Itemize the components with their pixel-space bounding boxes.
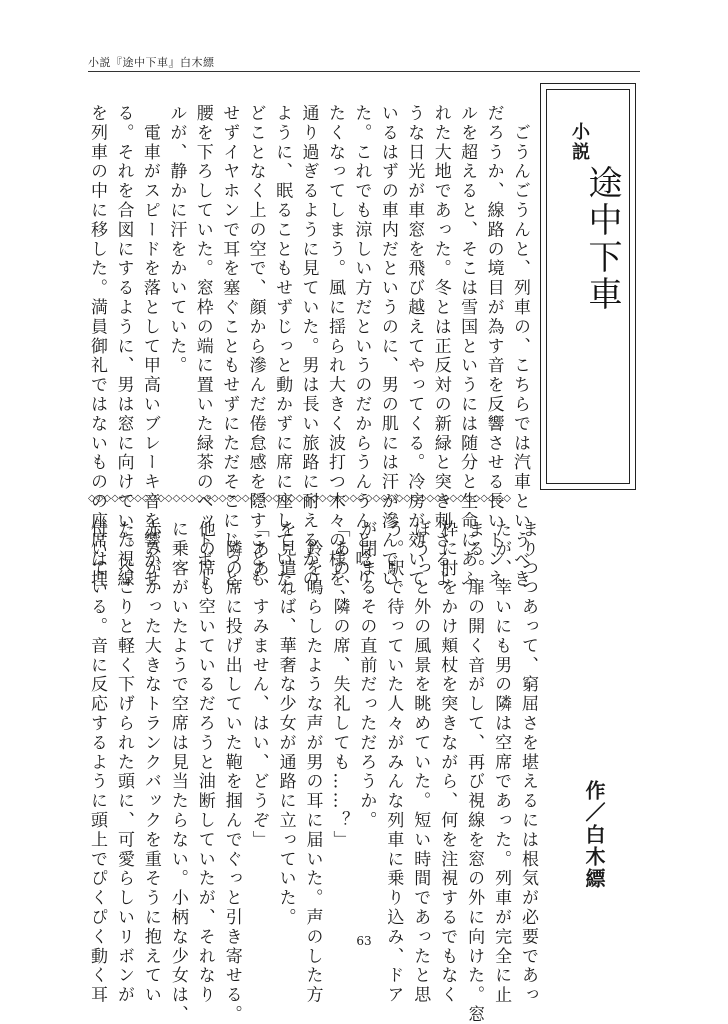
- text-column: 電車がスピードを落として甲高いブレーキ音を響かせ: [139, 104, 160, 589]
- text-column: だろうか、線路の境目が為す音を反響させる長いトンネ: [483, 104, 504, 589]
- text-column: 枠に肘をかけ頬杖を突きながら、何を注視するでもなく: [437, 520, 458, 1005]
- header-rule: [88, 71, 640, 72]
- text-column: 腰を下ろしていた。窓枠の端に置いた緑茶のペットボト: [192, 104, 213, 589]
- section-divider: ◇◇◇◇◇◇◇◇◇◇◇◇◇◇◇◇◇◇◇◇◇◇◇◇◇◇◇◇◇◇◇◇◇◇◇◇◇◇◇◇◇◇◇◇◇◇◇◇◇◇◇◇◇◇◇: [88, 494, 511, 504]
- text-column: が閉まるその直前だっただろうか。: [356, 520, 377, 831]
- text-column: 他の席も空いているだろうと油断していたが、それなり: [194, 520, 215, 1005]
- text-column: 「ああ、すみません、はい、どうぞ」: [248, 520, 269, 850]
- text-column: を見遣れば、華奢な少女が通路に立っていた。: [275, 520, 296, 928]
- text-column: たが、幸いにも男の隣は空席であった。列車が完全に止: [491, 520, 512, 1005]
- text-column: 付いている。音に反応するように頭上でぴくぴく動く耳: [87, 520, 107, 1005]
- text-column: いるはずの車内だというのに、男の肌には汗が滲んでい: [377, 104, 398, 589]
- text-column: まる。扉の開く音がして、再び視線を窓の外に向けた。窓: [464, 520, 485, 1024]
- text-column: ルが、静かに汗をかいていた。: [166, 104, 187, 376]
- text-column: ルを超えると、そこは雪国というには随分と生命にあふ: [457, 104, 478, 589]
- running-header: 小説『途中下車』白木縹: [88, 56, 215, 69]
- text-column: ぼうっと外の風景を眺めていた。短い時間であったと思: [410, 520, 431, 1005]
- story-title: 途中下車: [582, 165, 622, 313]
- text-column: うな日光が車窓を飛び越えてやってくる。冷房が効いて: [404, 104, 425, 589]
- text-column: う。駅で待っていた人々がみんな列車に乗り込み、ドア: [383, 520, 404, 1005]
- text-column: 「あの、隣の席、失礼しても……？」: [329, 520, 350, 850]
- text-column: まりつつあって、窮屈さを堪えるには根気が必要であっ: [518, 520, 538, 1005]
- text-column: 通り過ぎるように見ていた。男は長い旅路に耐えるかの: [298, 104, 319, 589]
- body-text-upper: [87, 104, 530, 609]
- text-column: せずイヤホンで耳を塞ぐこともせずにただそこにじっと: [219, 104, 240, 589]
- text-column: 隣の席に投げ出していた鞄を掴んでぐっと引き寄せる。: [221, 520, 242, 1024]
- text-column: 赤みがかった大きなトランクバックを重そうに抱えてい: [140, 520, 161, 1005]
- text-column: た。これでも涼しい方だというのだからうんうんと唸り: [351, 104, 372, 589]
- text-column: どことなく上の空で、顔から滲んだ倦怠感を隠すことも: [245, 104, 266, 589]
- text-column: たくなってしまう。風に揺られ大きく波打つ木々の様を、: [324, 104, 345, 609]
- text-column: に乗客がいたようで空席は見当たらない。小柄な少女は、: [167, 520, 188, 1024]
- text-column: 鈴を鳴らしたような声が男の耳に届いた。声のした方: [302, 520, 323, 1005]
- text-column: を列車の中に移した。満員御礼ではないものの座席は埋: [87, 104, 107, 589]
- text-column: ごうんごうんと、列車の、こちらでは汽車というべき: [510, 104, 530, 589]
- text-column: れた大地であった。冬とは正反対の新緑と突き刺さるよ: [430, 104, 451, 589]
- author-credit: 作／白木縹: [582, 780, 606, 890]
- text-column: た。ぺこりと軽く下げられた頭に、可愛らしいリボンが: [113, 520, 134, 1005]
- text-column: る。それを合図にするように、男は窓に向けていた視線: [113, 104, 134, 589]
- genre-label: 小説: [569, 122, 590, 162]
- page-number: 63: [356, 934, 372, 948]
- text-column: ように、眠ることもせずじっと動かずに席に座していた。: [272, 104, 293, 609]
